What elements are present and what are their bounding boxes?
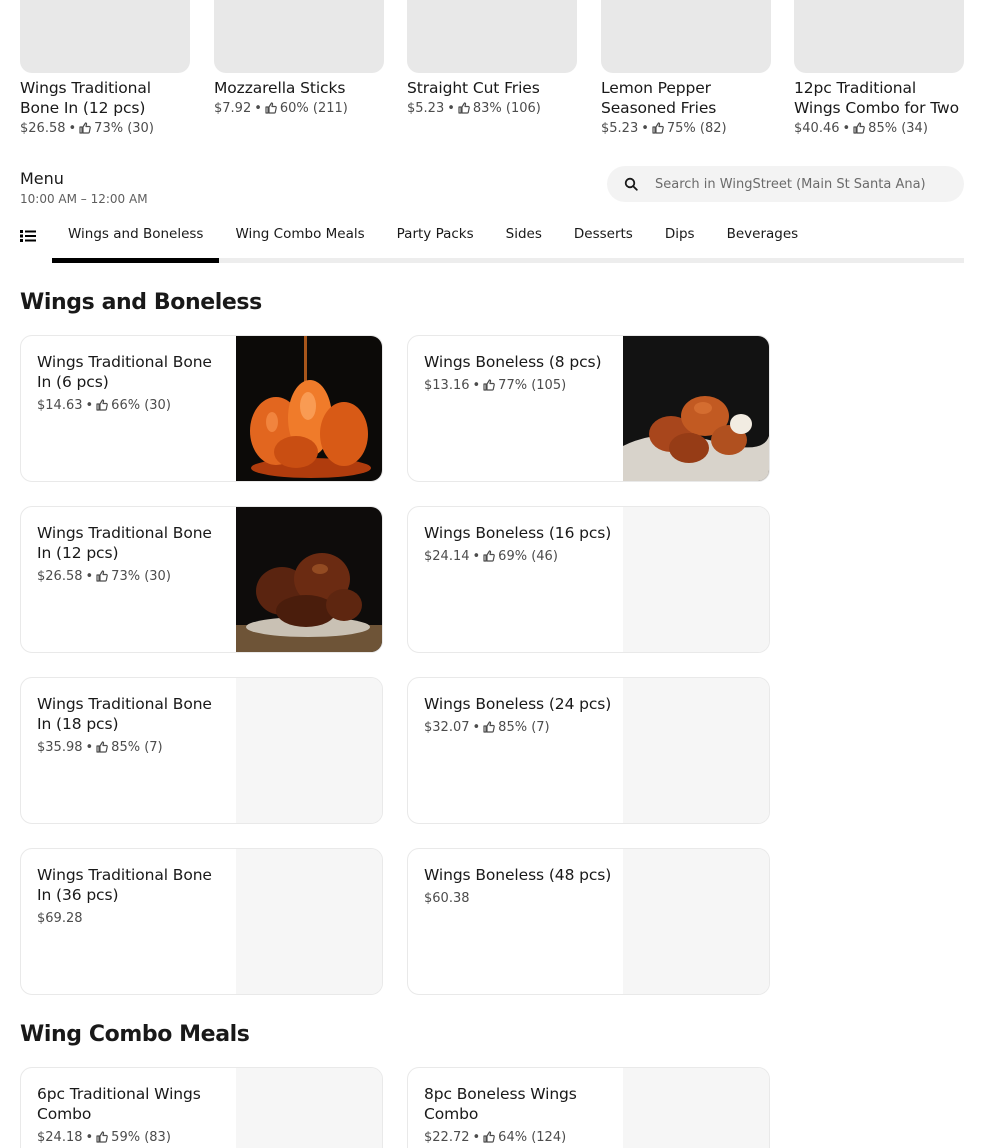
item-price: $35.98 [37, 740, 83, 755]
category-tabs [52, 216, 814, 263]
menu-item-text [424, 523, 614, 566]
item-price: $24.14 [424, 549, 470, 564]
item-price: $5.23 [407, 101, 445, 116]
menu-item-text [424, 694, 614, 737]
thumbs-up-icon [652, 122, 664, 134]
item-rating: 85% (34) [868, 121, 928, 136]
menu-item-image-placeholder [236, 678, 382, 823]
thumbs-up-icon [483, 721, 495, 733]
separator-dot: • [472, 549, 481, 564]
featured-item-image[interactable] [794, 0, 964, 73]
menu-item-text [37, 1084, 227, 1147]
menu-item-image-placeholder [623, 849, 769, 994]
saucy-wings-photo [236, 336, 382, 481]
menu-item-text [424, 1084, 614, 1147]
tab-party-packs[interactable]: Party Packs [396, 226, 474, 242]
thumbs-up-icon [96, 1131, 108, 1143]
thumbs-up-icon [96, 399, 108, 411]
menu-item-meta [424, 1129, 614, 1147]
separator-dot: • [85, 569, 94, 584]
separator-dot: • [447, 101, 455, 116]
menu-item-card[interactable] [20, 1067, 383, 1148]
item-rating: 77% (105) [498, 378, 567, 393]
separator-dot: • [472, 378, 481, 393]
item-price: $60.38 [424, 891, 470, 906]
item-rating: 60% (211) [279, 101, 348, 116]
featured-item[interactable] [601, 0, 771, 138]
featured-item[interactable] [214, 0, 384, 118]
menu-item-image-placeholder [623, 678, 769, 823]
menu-item-image-placeholder [236, 849, 382, 994]
menu-item-text [424, 865, 614, 908]
item-rating: 73% (30) [111, 569, 171, 584]
menu-item-card[interactable] [20, 848, 383, 995]
item-rating: 64% (124) [498, 1130, 567, 1145]
menu-item-meta [424, 890, 614, 908]
bbq-wings-photo [236, 507, 382, 652]
menu-item-name: Wings Boneless (8 pcs) [424, 353, 602, 371]
item-price: $5.23 [601, 121, 639, 136]
featured-item-image[interactable] [20, 0, 190, 73]
featured-item-image[interactable] [601, 0, 771, 73]
menu-item-card[interactable] [407, 848, 770, 995]
item-rating: 73% (30) [94, 121, 154, 136]
menu-item-text [37, 865, 227, 928]
menu-item-meta [37, 910, 227, 928]
item-rating: 69% (46) [498, 549, 558, 564]
featured-item-name: Wings Traditional Bone In (12 pcs) [20, 79, 151, 117]
separator-dot: • [472, 1130, 481, 1145]
menu-item-card[interactable] [407, 677, 770, 824]
menu-item-text [37, 523, 227, 586]
menu-item-image-placeholder [623, 507, 769, 652]
menu-item-name: 8pc Boneless Wings Combo [424, 1085, 577, 1123]
menu-item-meta [424, 377, 614, 395]
featured-item-image[interactable] [214, 0, 384, 73]
separator-dot: • [842, 121, 851, 136]
featured-carousel [20, 0, 964, 140]
item-rating: 59% (83) [111, 1130, 171, 1145]
section-title: Wing Combo Meals [20, 1022, 250, 1047]
item-price: $26.58 [20, 121, 66, 136]
featured-item-name: Mozzarella Sticks [214, 79, 346, 97]
tab-wing-combo-meals[interactable]: Wing Combo Meals [235, 226, 365, 242]
menu-item-card[interactable] [407, 1067, 770, 1148]
search-icon [607, 177, 655, 191]
item-price: $24.18 [37, 1130, 83, 1145]
search-input[interactable] [655, 177, 945, 192]
featured-item[interactable] [20, 0, 190, 138]
separator-dot: • [85, 398, 94, 413]
thumbs-up-icon [853, 122, 865, 134]
featured-item-image[interactable] [407, 0, 577, 73]
menu-item-image-placeholder [236, 1068, 382, 1148]
menu-item-name: Wings Traditional Bone In (6 pcs) [37, 353, 212, 391]
separator-dot: • [254, 101, 262, 116]
item-price: $26.58 [37, 569, 83, 584]
tab-dips[interactable]: Dips [664, 226, 695, 242]
menu-item-meta [37, 568, 227, 586]
menu-item-name: Wings Traditional Bone In (18 pcs) [37, 695, 212, 733]
menu-hours: 10:00 AM – 12:00 AM [20, 192, 148, 206]
menu-item-image-placeholder [623, 1068, 769, 1148]
item-rating: 75% (82) [666, 121, 727, 136]
section-title: Wings and Boneless [20, 290, 262, 315]
tab-sides[interactable]: Sides [505, 226, 542, 242]
thumbs-up-icon [96, 741, 108, 753]
menu-item-meta [37, 739, 227, 757]
menu-item-meta [424, 548, 614, 566]
item-price: $32.07 [424, 720, 470, 735]
menu-item-card[interactable] [407, 506, 770, 653]
menu-item-card[interactable] [20, 335, 383, 482]
menu-item-name: Wings Boneless (16 pcs) [424, 524, 612, 542]
menu-item-card[interactable] [407, 335, 770, 482]
menu-item-name: Wings Traditional Bone In (12 pcs) [37, 524, 212, 562]
featured-item[interactable] [794, 0, 964, 138]
item-price: $7.92 [214, 101, 252, 116]
menu-title: Menu [20, 169, 64, 188]
boneless-wings-photo [623, 336, 769, 481]
menu-item-meta [424, 719, 614, 737]
menu-item-name: 6pc Traditional Wings Combo [37, 1085, 201, 1123]
thumbs-up-icon [483, 1131, 495, 1143]
featured-item-meta [601, 120, 771, 138]
separator-dot: • [472, 720, 481, 735]
menu-item-meta [37, 397, 227, 415]
tab-wings-and-boneless[interactable]: Wings and Boneless [52, 216, 219, 263]
featured-item-meta [794, 120, 964, 138]
featured-item-name: Straight Cut Fries [407, 79, 540, 97]
featured-item[interactable] [407, 0, 577, 118]
thumbs-up-icon [483, 550, 495, 562]
thumbs-up-icon [483, 379, 495, 391]
menu-item-name: Wings Traditional Bone In (36 pcs) [37, 866, 212, 904]
menu-item-card[interactable] [20, 506, 383, 653]
separator-dot: • [85, 1130, 94, 1145]
menu-item-meta [37, 1129, 227, 1147]
menu-item-card[interactable] [20, 677, 383, 824]
item-price: $13.16 [424, 378, 470, 393]
tab-beverages[interactable]: Beverages [726, 226, 799, 242]
item-rating: 66% (30) [111, 398, 171, 413]
separator-dot: • [641, 121, 649, 136]
item-rating: 83% (106) [472, 101, 541, 116]
featured-item-name: Lemon Pepper Seasoned Fries [601, 79, 717, 117]
item-price: $69.28 [37, 911, 83, 926]
tab-desserts[interactable]: Desserts [573, 226, 633, 242]
separator-dot: • [68, 121, 77, 136]
item-rating: 85% (7) [498, 720, 550, 735]
featured-item-meta [20, 120, 190, 138]
category-list-icon[interactable] [20, 228, 36, 244]
thumbs-up-icon [458, 102, 470, 114]
menu-item-text [424, 352, 614, 395]
menu-item-name: Wings Boneless (48 pcs) [424, 866, 612, 884]
thumbs-up-icon [79, 122, 91, 134]
item-price: $22.72 [424, 1130, 470, 1145]
category-tab-bar [20, 216, 964, 264]
separator-dot: • [85, 740, 94, 755]
search-bar[interactable] [607, 166, 964, 202]
item-rating: 85% (7) [111, 740, 163, 755]
featured-item-name: 12pc Traditional Wings Combo for Two [794, 79, 960, 117]
menu-item-name: Wings Boneless (24 pcs) [424, 695, 612, 713]
item-price: $14.63 [37, 398, 83, 413]
thumbs-up-icon [265, 102, 277, 114]
featured-item-meta [214, 100, 384, 118]
menu-item-text [37, 352, 227, 415]
thumbs-up-icon [96, 570, 108, 582]
featured-item-meta [407, 100, 577, 118]
menu-item-text [37, 694, 227, 757]
item-price: $40.46 [794, 121, 840, 136]
